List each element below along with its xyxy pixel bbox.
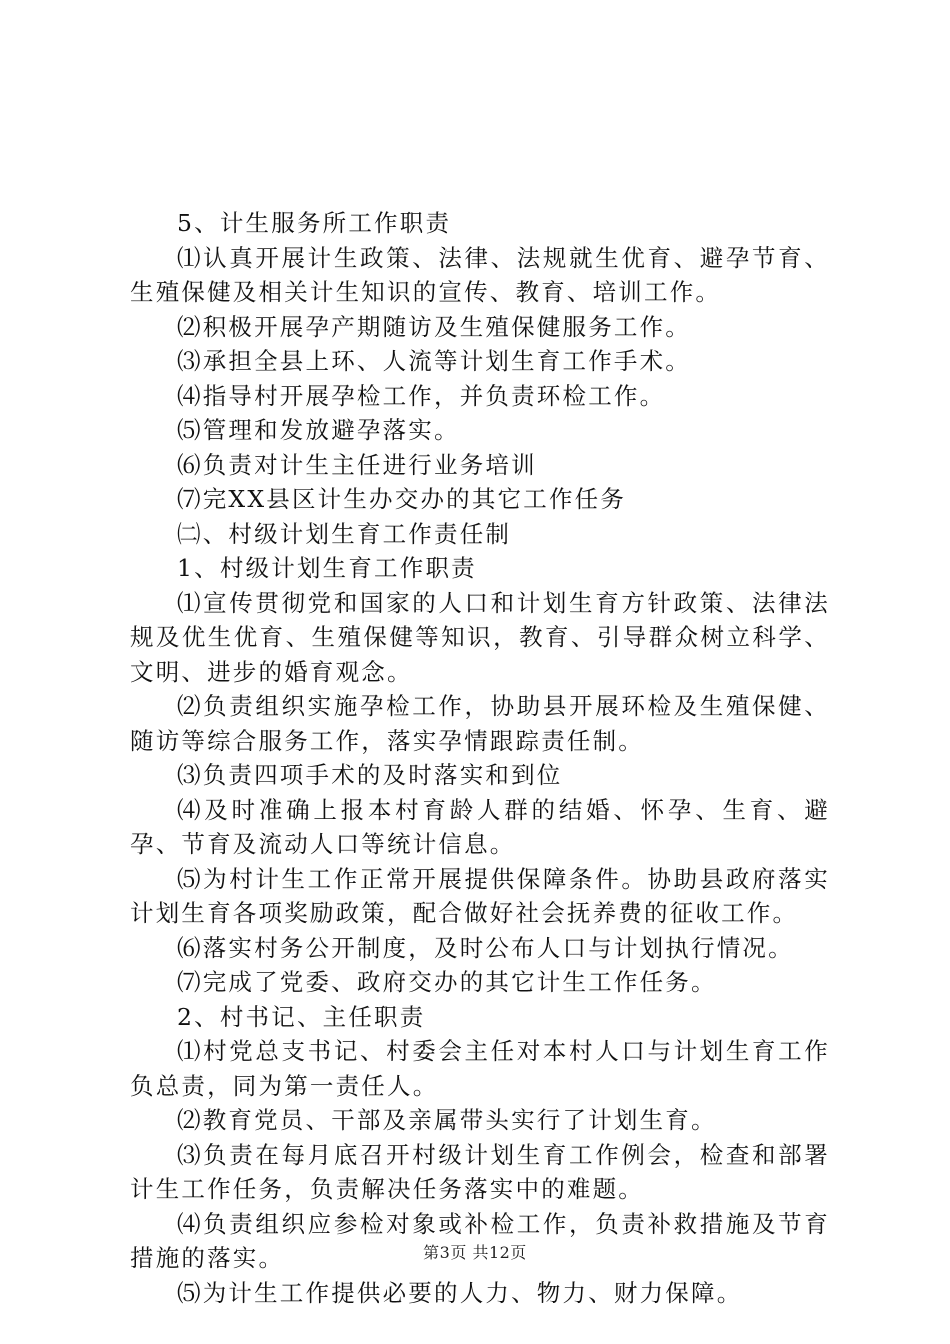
list-item: ⑵教育党员、干部及亲属带头实行了计划生育。 <box>177 1106 717 1134</box>
list-item: ⑴认真开展计生政策、法律、法规就生优育、避孕节育、生殖保健及相关计生知识的宣传、教育、培训工作。 <box>130 243 830 306</box>
list-item: ⑷及时准确上报本村育龄人群的结婚、怀孕、生育、避孕、节育及流动人口等统计信息。 <box>130 795 830 858</box>
section-heading: 1、村级计划生育工作职责 <box>177 554 477 582</box>
list-item: ⑸管理和发放避孕落实。 <box>177 416 460 444</box>
list-item: ⑶负责四项手术的及时落实和到位 <box>177 761 563 789</box>
list-item: ⑺完成了党委、政府交办的其它计生工作任务。 <box>177 968 717 996</box>
list-item: ⑷指导村开展孕检工作，并负责环检工作。 <box>177 381 666 410</box>
section-heading: 2、村书记、主任职责 <box>177 1002 426 1031</box>
list-item: ⑹负责对计生主任进行业务培训 <box>177 450 537 479</box>
page-number-footer: 第3页 共12页 <box>423 1243 527 1262</box>
document-body <box>130 206 830 1310</box>
section-heading: ㈡、村级计划生育工作责任制 <box>177 519 512 548</box>
list-item: ⑴村党总支书记、村委会主任对本村人口与计划生育工作负总责，同为第一责任人。 <box>130 1037 830 1100</box>
list-item: ⑶承担全县上环、人流等计划生育工作手术。 <box>177 347 691 375</box>
list-item: ⑴宣传贯彻党和国家的人口和计划生育方针政策、法律法规及优生优育、生殖保健等知识，教育、引导群众树立科学、文明、进步的婚育观念。 <box>130 588 830 686</box>
section-heading: 5、计生服务所工作职责 <box>177 209 452 237</box>
list-item: ⑷负责组织应参检对象或补检工作，负责补救措施及节育措施的落实。 <box>130 1209 830 1272</box>
list-item: ⑹落实村务公开制度，及时公布人口与计划执行情况。 <box>177 933 794 962</box>
list-item: ⑵积极开展孕产期随访及生殖保健服务工作。 <box>177 312 691 341</box>
list-item: ⑺完XX县区计生办交办的其它工作任务 <box>177 485 627 513</box>
list-item: ⑶负责在每月底召开村级计划生育工作例会，检查和部署计生工作任务，负责解决任务落实中的难题。 <box>130 1140 830 1203</box>
list-item: ⑸为计生工作提供必要的人力、物力、财力保障。 <box>177 1278 743 1307</box>
list-item: ⑸为村计生工作正常开展提供保障条件。协助县政府落实计划生育各项奖励政策，配合做好社会抚养费的征收工作。 <box>130 864 830 927</box>
list-item: ⑵负责组织实施孕检工作，协助县开展环检及生殖保健、随访等综合服务工作，落实孕情跟踪责任制。 <box>130 692 830 755</box>
